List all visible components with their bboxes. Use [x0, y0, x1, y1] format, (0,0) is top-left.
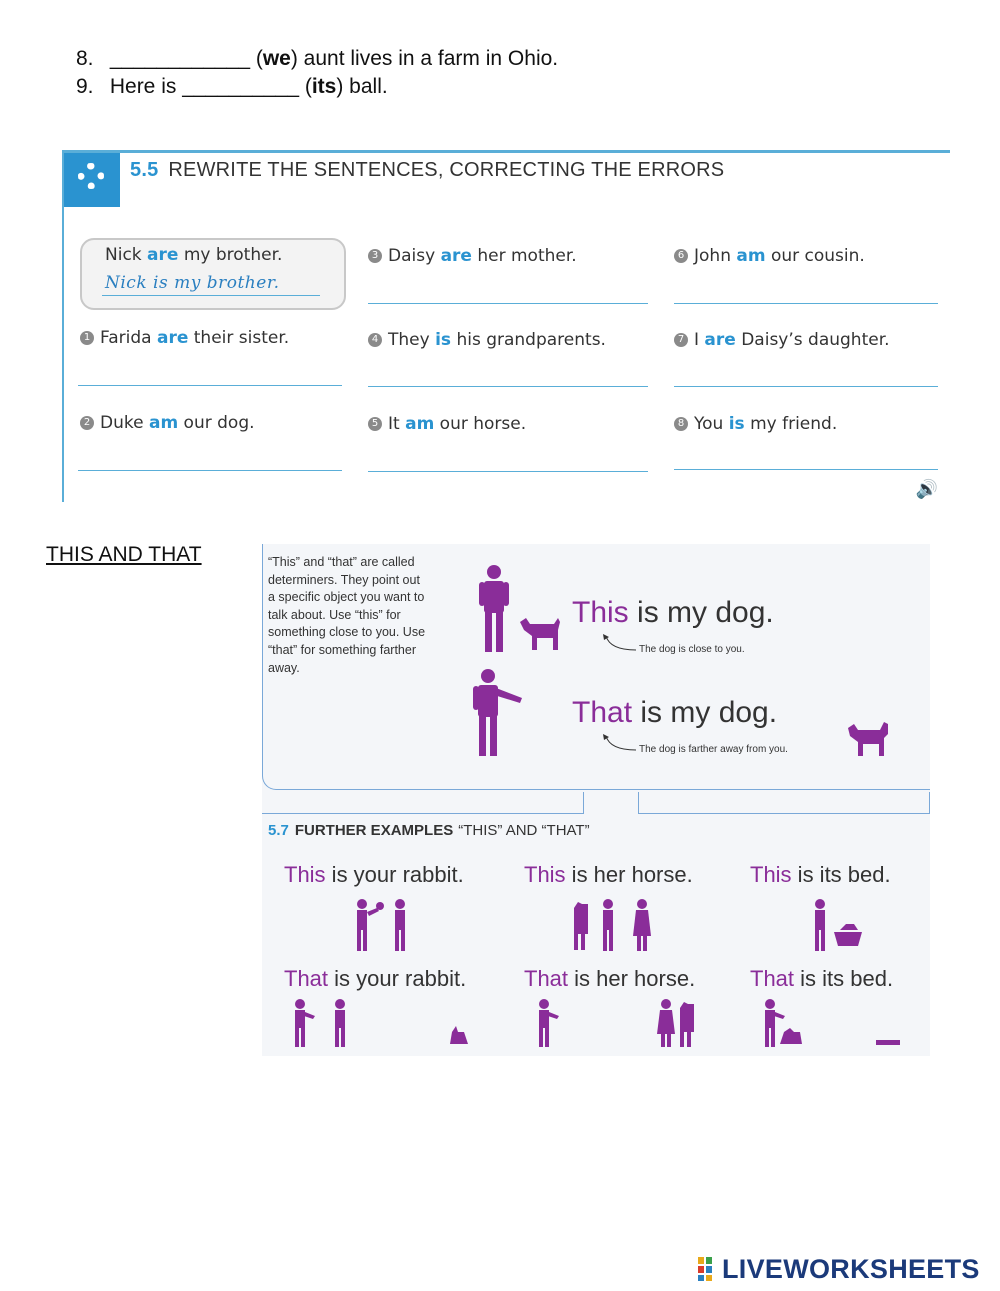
example-that-note: The dog is farther away from you. [639, 744, 788, 755]
logo-blocks-icon [698, 1257, 720, 1281]
frame-tab-left [262, 792, 584, 814]
question-text: Here is [109, 75, 183, 98]
intro-text: “This” and “that” are called determiners. They point out a specific object you want to talk about. Use “this” for something close to you. Use “that” for something farther away. [268, 555, 426, 675]
answer-line-3[interactable] [368, 303, 648, 304]
people-with-far-rabbit-figure [290, 998, 480, 1048]
exercise-item-4: 4 They is his grandparents. [368, 330, 606, 350]
person-with-far-bed-figure [760, 998, 910, 1048]
question-text: aunt lives in a farm in Ohio. [297, 47, 559, 70]
question-number: 8. [76, 47, 94, 70]
further-example-2: This is her horse. [524, 862, 693, 887]
further-examples-title: 5.7 FURTHER EXAMPLES “THIS” AND “THAT” [268, 822, 590, 839]
people-with-horse-figure [572, 898, 658, 954]
frame-tab-right [638, 792, 930, 814]
question-number: 9. [76, 75, 94, 98]
exercise-item-6: 6 John am our cousin. [674, 246, 865, 266]
liveworksheets-logo: LIVEWORKSHEETS [698, 1254, 980, 1285]
this-that-panel [262, 544, 930, 1056]
answer-blank[interactable]: ____________ [109, 47, 250, 70]
person-with-near-dog-figure [470, 564, 562, 656]
exercise-5-5-panel [62, 150, 950, 502]
further-example-6: That is its bed. [750, 966, 894, 991]
example-that-sentence: That is my dog. [572, 696, 778, 729]
answer-line-7[interactable] [674, 386, 938, 387]
pointing-person-figure [470, 668, 530, 760]
answer-line-6[interactable] [674, 303, 938, 304]
exercise-item-1: 1 Farida are their sister. [80, 328, 289, 348]
speaker-icon[interactable]: 🔊 [915, 479, 938, 499]
answer-line-8[interactable] [674, 469, 938, 470]
answer-blank[interactable]: __________ [182, 75, 299, 98]
people-with-rabbit-figure [352, 898, 412, 954]
example-this-sentence: This is my dog. [572, 596, 774, 629]
person-with-far-horse-figure [534, 998, 704, 1048]
question-text: ball. [343, 75, 388, 98]
example-answer-line [102, 295, 320, 296]
answer-line-5[interactable] [368, 471, 648, 472]
section-title: THIS AND THAT [46, 543, 202, 566]
arrow-icon [602, 732, 642, 756]
example-this-note: The dog is close to you. [639, 644, 745, 655]
answer-line-2[interactable] [78, 470, 342, 471]
example-answer: Nick is my brother. [105, 273, 280, 293]
further-example-3: This is its bed. [750, 862, 891, 887]
further-example-5: That is her horse. [524, 966, 696, 991]
exercise-item-2: 2 Duke am our dog. [80, 413, 255, 433]
answer-line-4[interactable] [368, 386, 648, 387]
exercise-item-3: 3 Daisy are her mother. [368, 246, 577, 266]
answer-line-1[interactable] [78, 385, 342, 386]
exercise-item-7: 7 I are Daisy’s daughter. [674, 330, 890, 350]
exercise-item-5: 5 It am our horse. [368, 414, 526, 434]
person-with-bed-figure [810, 898, 866, 954]
gear-icon [64, 153, 120, 207]
pronoun-hint: its [311, 75, 337, 98]
arrow-icon [602, 632, 642, 656]
far-dog-figure [844, 714, 892, 758]
exercise-item-8: 8 You is my friend. [674, 414, 837, 434]
further-example-1: This is your rabbit. [284, 862, 464, 887]
example-sentence: Nick are my brother. [105, 245, 283, 265]
pronoun-hint: we [262, 47, 291, 70]
question-9: 9. Here is __________ (its) ball. [76, 73, 388, 101]
exercise-title: 5.5 REWRITE THE SENTENCES, CORRECTING THE ERRORS [130, 159, 725, 181]
further-example-4: That is your rabbit. [284, 966, 467, 991]
question-8: 8. ____________ (we) aunt lives in a farm in Ohio. [76, 45, 558, 73]
